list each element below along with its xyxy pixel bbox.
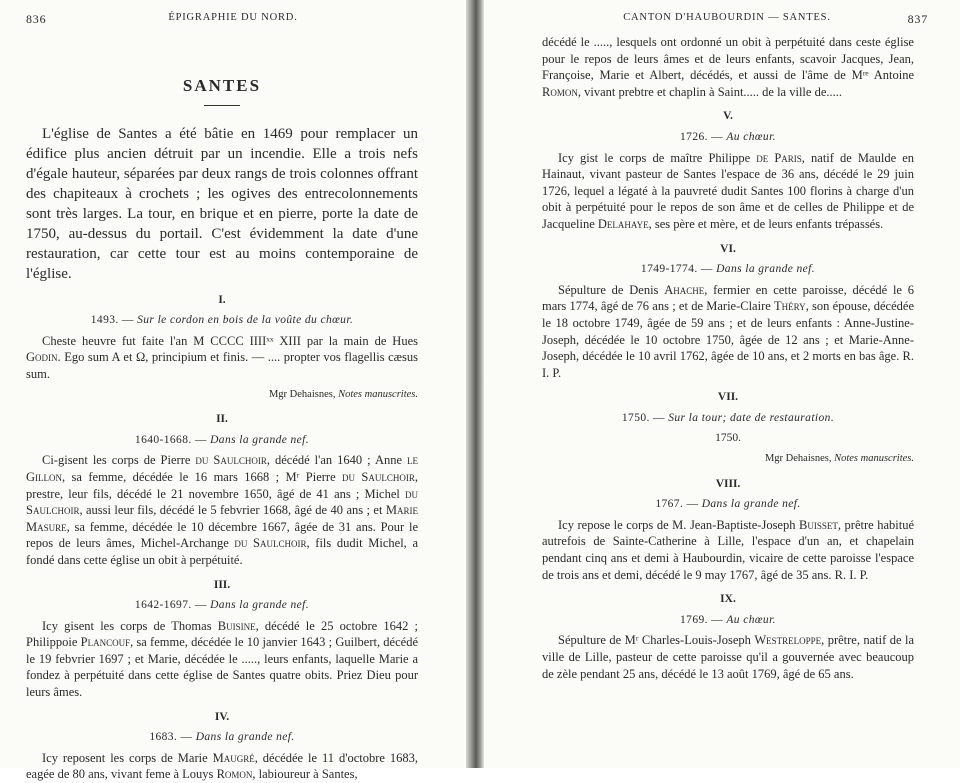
entry-heading-4: 1683. — Dans la grande nef. xyxy=(149,731,295,744)
continued-text: décédé le ....., lesquels ont ordonné un obit à perpétuité dans ceste église pour le repos de leurs âmes et de leurs enfants, scavoir Jacques, Jean, Françoise, Marie et Albert, décédés, et aussi de l'âme de Mʳᵉ Antoine Romon, vivant prebtre et chaplin à Saint..... de la ville de..... xyxy=(542,35,914,99)
entry-heading-5: 1726. — Au chœur. xyxy=(680,130,776,143)
left-content xyxy=(26,34,418,783)
left-page xyxy=(0,0,466,782)
source-note-7: Mgr Dehaisnes, Notes manuscrites. xyxy=(764,453,914,465)
section-numeral-5: V. xyxy=(723,110,733,123)
entry-heading-9: 1769. — Au chœur. xyxy=(680,613,776,626)
entry-heading-1: 1493. — Sur le cordon en bois de la voûte du chœur. xyxy=(90,314,354,327)
section-numeral-9: IX. xyxy=(720,593,736,606)
entry-text-3: Icy gisent les corps de Thomas Buisine, décédé le 25 octobre 1642 ; Philippoie Plancouf, sa femme, décédée le 10 janvier 1643 ; Guilbert, décédé le 19 febvrier 1697 ; et Marie, décédée le ....., leurs enfants, laquelle Marie a fondez à perpétuité dans cette église de Santes quatre obits. Priez Dieu pour leurs âmes. xyxy=(26,618,419,700)
section-numeral-6: VI. xyxy=(720,242,736,255)
left-running-head xyxy=(0,12,466,28)
entry-heading-2: 1640-1668. — Dans la grande nef. xyxy=(134,433,310,446)
entry-heading-8: 1767. — Dans la grande nef. xyxy=(655,498,801,511)
chapter-title: SANTES xyxy=(182,76,262,95)
section-numeral-3: III. xyxy=(213,578,231,591)
right-content xyxy=(542,34,914,682)
right-running-head xyxy=(484,12,960,28)
section-numeral-8: VIII. xyxy=(715,477,741,490)
right-page xyxy=(484,0,960,768)
source-note-1: Mgr Dehaisnes, Notes manuscrites. xyxy=(268,388,418,400)
entry-text-2: Ci-gisent les corps de Pierre du Saulchoir, décédé l'an 1640 ; Anne le Gillon, sa femme, décédée le 16 mars 1668 ; Mʳ Pierre du Saulchoir, prestre, leur fils, décédé le 21 novembre 1650, âgé de 41 ans ; Michel du Saulchoir, aussi leur fils, décédé le 5 febvrier 1668, âgé de 40 ans ; et Marie Masure, sa femme, décédée le 10 décembre 1667, âgée de 31 ans. Pour le repos de leurs âmes, Michel-Archange du Saulchoir, fils dudit Michel, a fondé dans cette église un obit à perpétuité. xyxy=(26,453,419,567)
section-numeral-7: VII. xyxy=(717,391,739,404)
entry-heading-6: 1749-1774. — Dans la grande nef. xyxy=(640,263,816,276)
book-gutter xyxy=(466,0,484,768)
left-running-title: ÉPIGRAPHIE DU NORD. xyxy=(168,12,298,23)
entry-text-9: Sépulture de Mʳ Charles-Louis-Joseph Westreloppe, prêtre, natif de la ville de Lille, pasteur de cette paroisse qu'il a gouvernée avec beaucoup de zèle pendant 25 ans, décédé le 13 août 1769, âgé de 65 ans. xyxy=(542,633,915,681)
entry-heading-7: 1750. — Sur la tour; date de restauration. xyxy=(621,411,835,424)
entry-text-5: Icy gist le corps de maître Philippe de Paris, natif de Maulde en Hainaut, vivant pasteur de Santes l'espace de 36 ans, décédé le 29 juin 1726, lequel a légaté à la pauvreté dudit Santes 100 florins à charge d'un obit à perpétuité pour le repos de son âme et de celles de Philippe et de Jacqueline Delahaye, ses père et mère, et de leurs enfants trépassés. xyxy=(542,150,915,231)
entry-heading-3: 1642-1697. — Dans la grande nef. xyxy=(134,599,310,612)
section-numeral-1: I. xyxy=(218,293,226,306)
right-running-title: CANTON D'HAUBOURDIN — SANTES. xyxy=(623,12,831,23)
title-rule xyxy=(204,105,240,106)
section-numeral-4: IV. xyxy=(214,710,230,723)
inscription-year: 1750. xyxy=(715,432,741,445)
intro-paragraph: L'église de Santes a été bâtie en 1469 pour remplacer un édifice plus ancien détruit par un incendie. Elle a trois nefs d'égale hauteur, séparées par deux rangs de trois colonnes offrant des chapiteaux à crochets ; les ogives des entrecolonnements sont très larges. La tour, en brique et en pierre, porte la date de 1750, au-dessus du portail. C'est évidemment la date d'une restauration, car cette tour est au moins contemporaine de l'église. xyxy=(26,125,418,282)
entry-text-6: Sépulture de Denis Ahache, fermier en cette paroisse, décédé le 6 mars 1774, âgé de 76 ans ; et de Marie-Claire Théry, son épouse, décédée le 18 octobre 1749, âgée de 59 ans ; et de leurs enfants : Anne-Justine-Joseph, décédée le 10 octobre 1750, âgée de 12 ans ; et Marie-Anne-Joseph, décédée le 10 avril 1762, âgée de 10 ans, et 2 morts en bas âge. R. I. P. xyxy=(542,282,915,380)
section-numeral-2: II. xyxy=(216,413,228,426)
left-page-number: 836 xyxy=(26,12,47,26)
entry-text-4: Icy reposent les corps de Marie Maugré, décédée le 11 d'octobre 1683, eagée de 80 ans, vivant feme à Louys Romon, labioureur à Santes, xyxy=(26,750,418,782)
entry-text-8: Icy repose le corps de M. Jean-Baptiste-Joseph Buisset, prêtre habitué autrefois de Sainte-Catherine à Lille, l'espace d'un an, et chapelain pendant cinq ans et demi à Haubourdin, vicaire de cette paroisse l'espace de trois ans et demi, décédé le 9 may 1767, âgé de 35 ans. R. I. P. xyxy=(542,517,915,582)
entry-text-1: Cheste heuvre fut faite l'an M CCCC IIIIˣˣ XIII par la main de Hues Godin. Ego sum A et Ω, principium et finis. — .... propter vos flagellis cæsus sum. xyxy=(26,333,418,381)
right-page-number: 837 xyxy=(907,12,928,26)
